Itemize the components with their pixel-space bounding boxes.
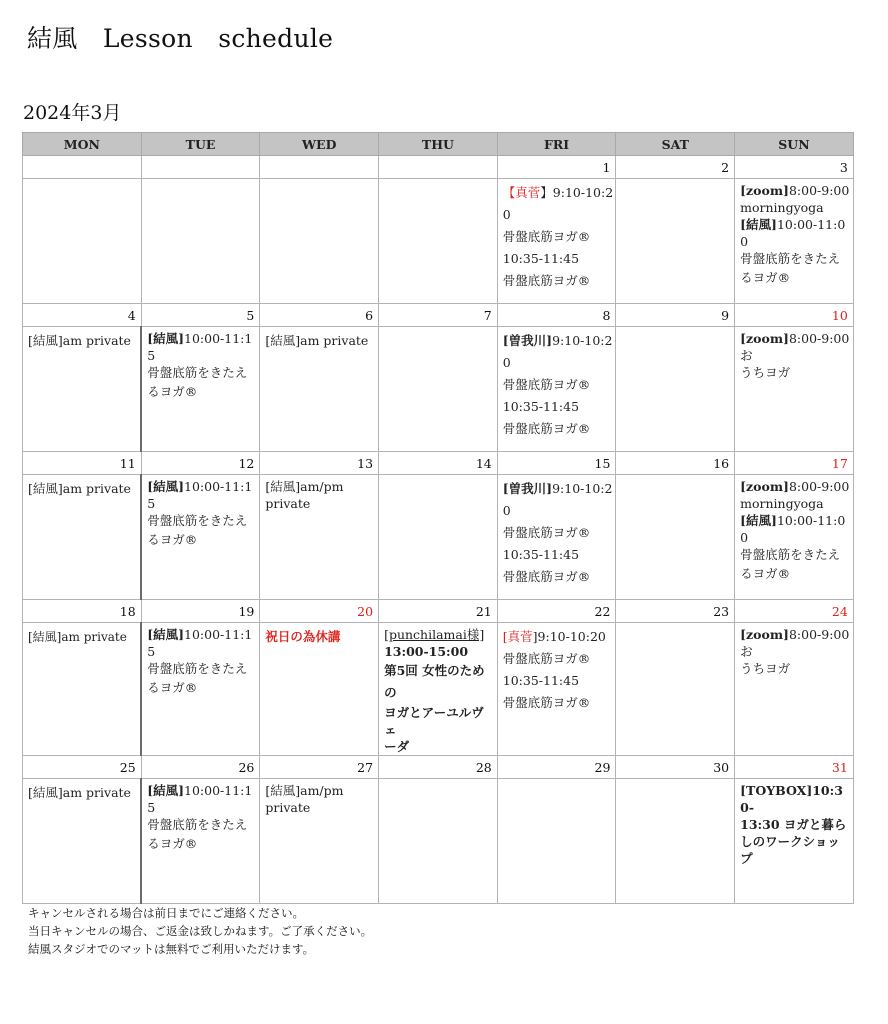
lesson-cell-empty — [141, 179, 260, 304]
date-cell: 16 — [616, 452, 735, 475]
lesson-cell — [497, 179, 616, 304]
lesson-time: 8:00-9:00お — [740, 331, 850, 363]
lesson-name: るヨガ® — [147, 532, 198, 547]
lesson-cell-empty — [260, 179, 379, 304]
lesson-cell — [23, 623, 142, 756]
date-row — [23, 304, 854, 327]
lesson-cell — [260, 623, 379, 756]
lesson-time: 】9:10-10:20 — [502, 185, 614, 222]
lesson-private: [結風]am/pm — [265, 479, 344, 494]
lesson-cell — [735, 327, 854, 452]
lesson-name: 骨盤底筋をきたえ — [740, 251, 841, 266]
calendar-table — [22, 132, 854, 904]
lesson-private: [結風]am/pm — [265, 783, 344, 798]
date-cell: 13 — [260, 452, 379, 475]
date-cell-sunday: 17 — [735, 452, 854, 475]
date-cell: 11 — [23, 452, 142, 475]
lesson-name: ーダ — [384, 739, 410, 754]
lesson-private: private — [265, 800, 311, 815]
weekday-mon: MON — [23, 133, 142, 156]
lesson-name: 骨盤底筋ヨガ® — [502, 229, 591, 244]
lesson-cell — [141, 623, 260, 756]
date-row — [23, 756, 854, 779]
lesson-name: 骨盤底筋ヨガ® — [502, 651, 591, 666]
lesson-cell — [141, 475, 260, 600]
lesson-time: 10:35-11:45 — [502, 399, 580, 414]
lesson-private: [結風]am private — [28, 785, 131, 800]
weekday-tue: TUE — [141, 133, 260, 156]
lesson-cell — [23, 779, 142, 904]
lesson-instructor: 真菅 — [515, 185, 541, 200]
date-cell: 27 — [260, 756, 379, 779]
date-cell-sunday: 24 — [735, 600, 854, 623]
date-cell: 25 — [23, 756, 142, 779]
note-line: キャンセルされる場合は前日までにご連絡ください。 — [28, 906, 304, 920]
lesson-row — [23, 327, 854, 452]
lesson-bracket: [ — [502, 629, 508, 644]
lesson-cell — [735, 779, 854, 904]
lesson-venue: [結風] — [147, 331, 185, 346]
date-cell-holiday: 20 — [260, 600, 379, 623]
lesson-private: [結風]am private — [265, 333, 369, 348]
lesson-name: るヨガ® — [147, 384, 198, 399]
lesson-name: しのワークショッ — [740, 834, 840, 849]
date-cell: 14 — [379, 452, 498, 475]
lesson-time: ]9:10-10:20 — [532, 629, 606, 644]
lesson-cell-empty — [379, 327, 498, 452]
date-cell: 23 — [616, 600, 735, 623]
lesson-venue: [punchilamai様] — [384, 627, 485, 642]
lesson-cell — [141, 327, 260, 452]
lesson-instructor: 真菅 — [507, 629, 533, 644]
date-cell: 5 — [141, 304, 260, 327]
date-cell — [260, 156, 379, 179]
lesson-venue: [zoom] — [740, 331, 789, 346]
note-line: 結風スタジオでのマットは無料でご利用いただけます。 — [28, 942, 315, 956]
lesson-venue: [曽我川] — [502, 333, 553, 348]
lesson-name: 骨盤底筋をきたえ — [147, 513, 248, 528]
lesson-name: うちヨガ — [740, 661, 791, 676]
date-cell: 9 — [616, 304, 735, 327]
lesson-private: [結風]am private — [28, 481, 131, 496]
date-cell: 2 — [616, 156, 735, 179]
lesson-name: うちヨガ — [740, 365, 791, 380]
lesson-name: るヨガ® — [740, 566, 791, 581]
lesson-venue: [TOYBOX]10:30- — [740, 783, 843, 815]
lesson-cell — [141, 779, 260, 904]
page-title: 結風 Lesson schedule — [27, 24, 334, 53]
lesson-time: 9:10-10:20 — [502, 333, 613, 370]
lesson-time: 10:00-11:00 — [740, 513, 846, 545]
lesson-venue: [結風] — [147, 627, 185, 642]
lesson-cell — [735, 179, 854, 304]
date-row — [23, 452, 854, 475]
date-row — [23, 600, 854, 623]
lesson-venue: [結風] — [147, 479, 185, 494]
lesson-cell — [23, 327, 142, 452]
lesson-time: 10:00-11:15 — [147, 783, 253, 815]
lesson-name: るヨガ® — [147, 836, 198, 851]
lesson-cell-empty — [379, 179, 498, 304]
lesson-cell — [735, 623, 854, 756]
lesson-private: [結風]am private — [28, 630, 127, 644]
lesson-name: 骨盤底筋をきたえ — [740, 547, 841, 562]
lesson-name: 骨盤底筋ヨガ® — [502, 421, 591, 436]
lesson-cell — [260, 475, 379, 600]
lesson-cell — [260, 779, 379, 904]
date-cell: 3 — [735, 156, 854, 179]
date-cell — [379, 156, 498, 179]
lesson-bracket: 【 — [502, 185, 516, 200]
lesson-cell-empty — [497, 779, 616, 904]
lesson-time: 10:00-11:15 — [147, 627, 253, 659]
lesson-time: 8:00-9:00 — [788, 183, 850, 198]
weekday-wed: WED — [260, 133, 379, 156]
lesson-name: 骨盤底筋ヨガ® — [502, 569, 591, 584]
lesson-cell-empty — [616, 779, 735, 904]
lesson-time: 8:00-9:00 — [788, 479, 850, 494]
lesson-venue: [結風] — [147, 783, 185, 798]
date-cell: 30 — [616, 756, 735, 779]
lesson-name: 骨盤底筋をきたえ — [147, 365, 248, 380]
lesson-name: morningyoga — [740, 200, 824, 215]
lesson-private: [結風]am private — [28, 333, 131, 348]
date-cell: 6 — [260, 304, 379, 327]
lesson-cell-empty — [616, 475, 735, 600]
lesson-name: 骨盤底筋をきたえ — [147, 817, 248, 832]
lesson-name: 骨盤底筋ヨガ® — [502, 525, 591, 540]
date-cell: 4 — [23, 304, 142, 327]
weekday-fri: FRI — [497, 133, 616, 156]
lesson-time: 10:00-11:15 — [147, 331, 253, 363]
lesson-cell — [260, 327, 379, 452]
lesson-name: ヨガとアーユルヴェ — [384, 705, 484, 737]
lesson-name: るヨガ® — [147, 680, 198, 695]
date-cell: 26 — [141, 756, 260, 779]
date-cell: 8 — [497, 304, 616, 327]
date-cell: 7 — [379, 304, 498, 327]
lesson-time: 10:00-11:00 — [740, 217, 846, 249]
lesson-venue: [曽我川] — [502, 481, 553, 496]
date-cell: 1 — [497, 156, 616, 179]
lesson-name: 骨盤底筋ヨガ® — [502, 273, 591, 288]
month-title: 2024年3月 — [23, 102, 122, 124]
weekday-sat: SAT — [616, 133, 735, 156]
lesson-venue: [結風] — [740, 217, 777, 232]
lesson-name: プ — [740, 851, 753, 866]
lesson-venue: [zoom] — [740, 183, 789, 198]
lesson-cell — [497, 327, 616, 452]
lesson-row — [23, 623, 854, 756]
date-cell: 18 — [23, 600, 142, 623]
lesson-name: morningyoga — [740, 496, 824, 511]
lesson-name: 骨盤底筋ヨガ® — [502, 377, 591, 392]
lesson-time: 10:35-11:45 — [502, 673, 580, 688]
date-cell: 22 — [497, 600, 616, 623]
lesson-cell-empty — [379, 779, 498, 904]
date-cell: 28 — [379, 756, 498, 779]
lesson-time: 9:10-10:20 — [502, 481, 613, 518]
date-cell — [23, 156, 142, 179]
weekday-thu: THU — [379, 133, 498, 156]
lesson-cell-empty — [23, 179, 142, 304]
lesson-time: 10:35-11:45 — [502, 547, 580, 562]
lesson-time: 8:00-9:00お — [740, 627, 850, 659]
lesson-row — [23, 475, 854, 600]
lesson-cell — [23, 475, 142, 600]
date-cell-sunday: 31 — [735, 756, 854, 779]
note-line: 当日キャンセルの場合、ご返金は致しかねます。ご了承ください。 — [28, 924, 373, 938]
lesson-name: 骨盤底筋ヨガ® — [502, 695, 591, 710]
lesson-row — [23, 179, 854, 304]
notes — [28, 904, 372, 958]
lesson-cell — [379, 623, 498, 756]
lesson-name: 第5回 女性のための — [384, 663, 485, 700]
date-cell: 15 — [497, 452, 616, 475]
lesson-cell — [497, 623, 616, 756]
lesson-private: private — [265, 496, 311, 511]
lesson-name: 13:30 ヨガと暮ら — [740, 817, 847, 832]
lesson-cell-empty — [379, 475, 498, 600]
date-cell — [141, 156, 260, 179]
lesson-cell-empty — [616, 179, 735, 304]
lesson-cell-empty — [616, 327, 735, 452]
lesson-cell-empty — [616, 623, 735, 756]
weekday-sun: SUN — [735, 133, 854, 156]
lesson-cell — [735, 475, 854, 600]
lesson-time: 10:00-11:15 — [147, 479, 253, 511]
weekday-header-row — [23, 133, 854, 156]
lesson-row — [23, 779, 854, 904]
date-cell: 19 — [141, 600, 260, 623]
date-cell-sunday: 10 — [735, 304, 854, 327]
lesson-venue: [結風] — [740, 513, 777, 528]
lesson-time: 13:00-15:00 — [384, 644, 469, 659]
date-row — [23, 156, 854, 179]
lesson-name: 骨盤底筋をきたえ — [147, 661, 248, 676]
lesson-cell — [497, 475, 616, 600]
date-cell: 21 — [379, 600, 498, 623]
date-cell: 12 — [141, 452, 260, 475]
lesson-venue: [zoom] — [740, 479, 789, 494]
holiday-notice: 祝日の為休講 — [265, 629, 341, 644]
lesson-time: 10:35-11:45 — [502, 251, 580, 266]
lesson-name: るヨガ® — [740, 270, 791, 285]
lesson-venue: [zoom] — [740, 627, 789, 642]
date-cell: 29 — [497, 756, 616, 779]
